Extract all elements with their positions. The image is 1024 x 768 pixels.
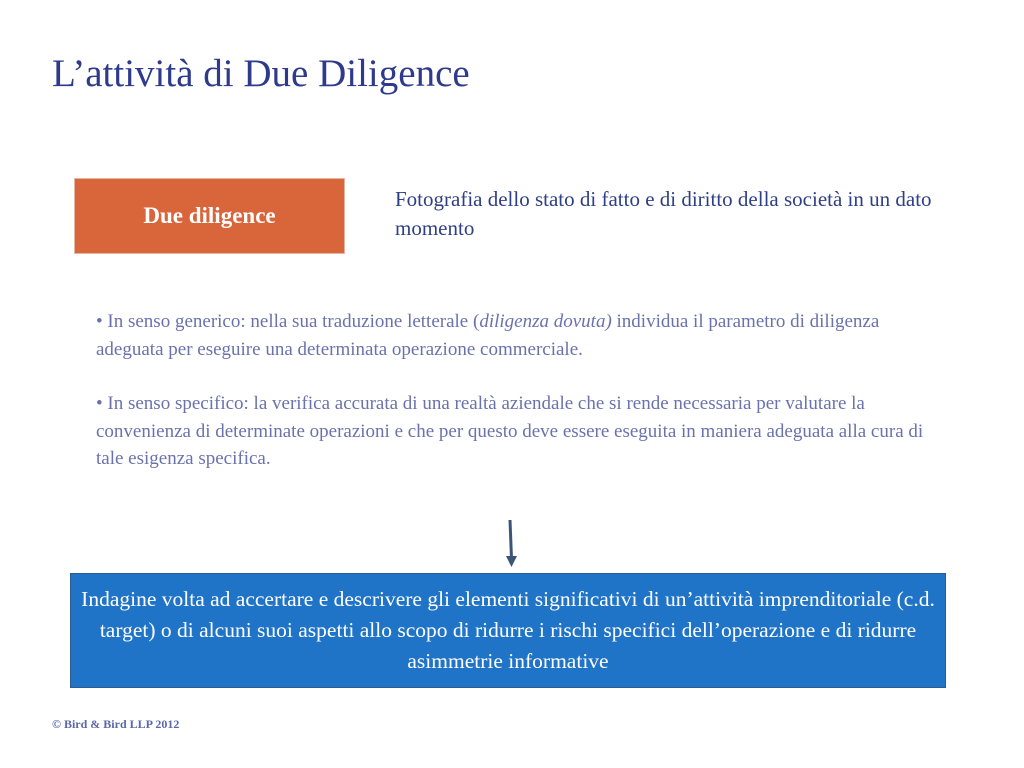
arrow-down-icon	[502, 519, 520, 569]
term-box	[74, 178, 345, 254]
definition-text: Indagine volta ad accertare e descrivere gli elementi significativi di un’attività imprenditoriale (c.d. target) o di alcuni suoi aspetti allo scopo di ridurre i rischi specifici dell’operazione e di ridurre asimmetrie informative	[81, 587, 935, 673]
definition-box	[70, 573, 946, 688]
bullet-generic-emphasis: diligenza dovuta)	[479, 311, 612, 332]
copyright-notice: © Bird & Bird LLP 2012	[52, 717, 180, 731]
term-definition: Fotografia dello stato di fatto e di diritto della società in un dato momento	[395, 187, 932, 240]
term-box-label: Due diligence	[143, 203, 276, 228]
slide-title: L’attività di Due Diligence	[52, 52, 470, 95]
bullet-list	[96, 308, 926, 473]
bullet-generic-prefix: • In senso generico: nella sua traduzione letterale (	[96, 311, 480, 332]
bullet-generic-meaning	[96, 308, 926, 363]
bullet-generic-suffix: individua il parametro di diligenza adeguata per eseguire una determinata operazione commerciale.	[96, 311, 880, 360]
bullet-specific-meaning: • In senso specifico: la verifica accurata di una realtà aziendale che si rende necessaria per valutare la convenienza di determinate operazioni e che per questo deve essere eseguita in maniera adeguata alla cura di tale esigenza specifica.	[96, 393, 924, 469]
